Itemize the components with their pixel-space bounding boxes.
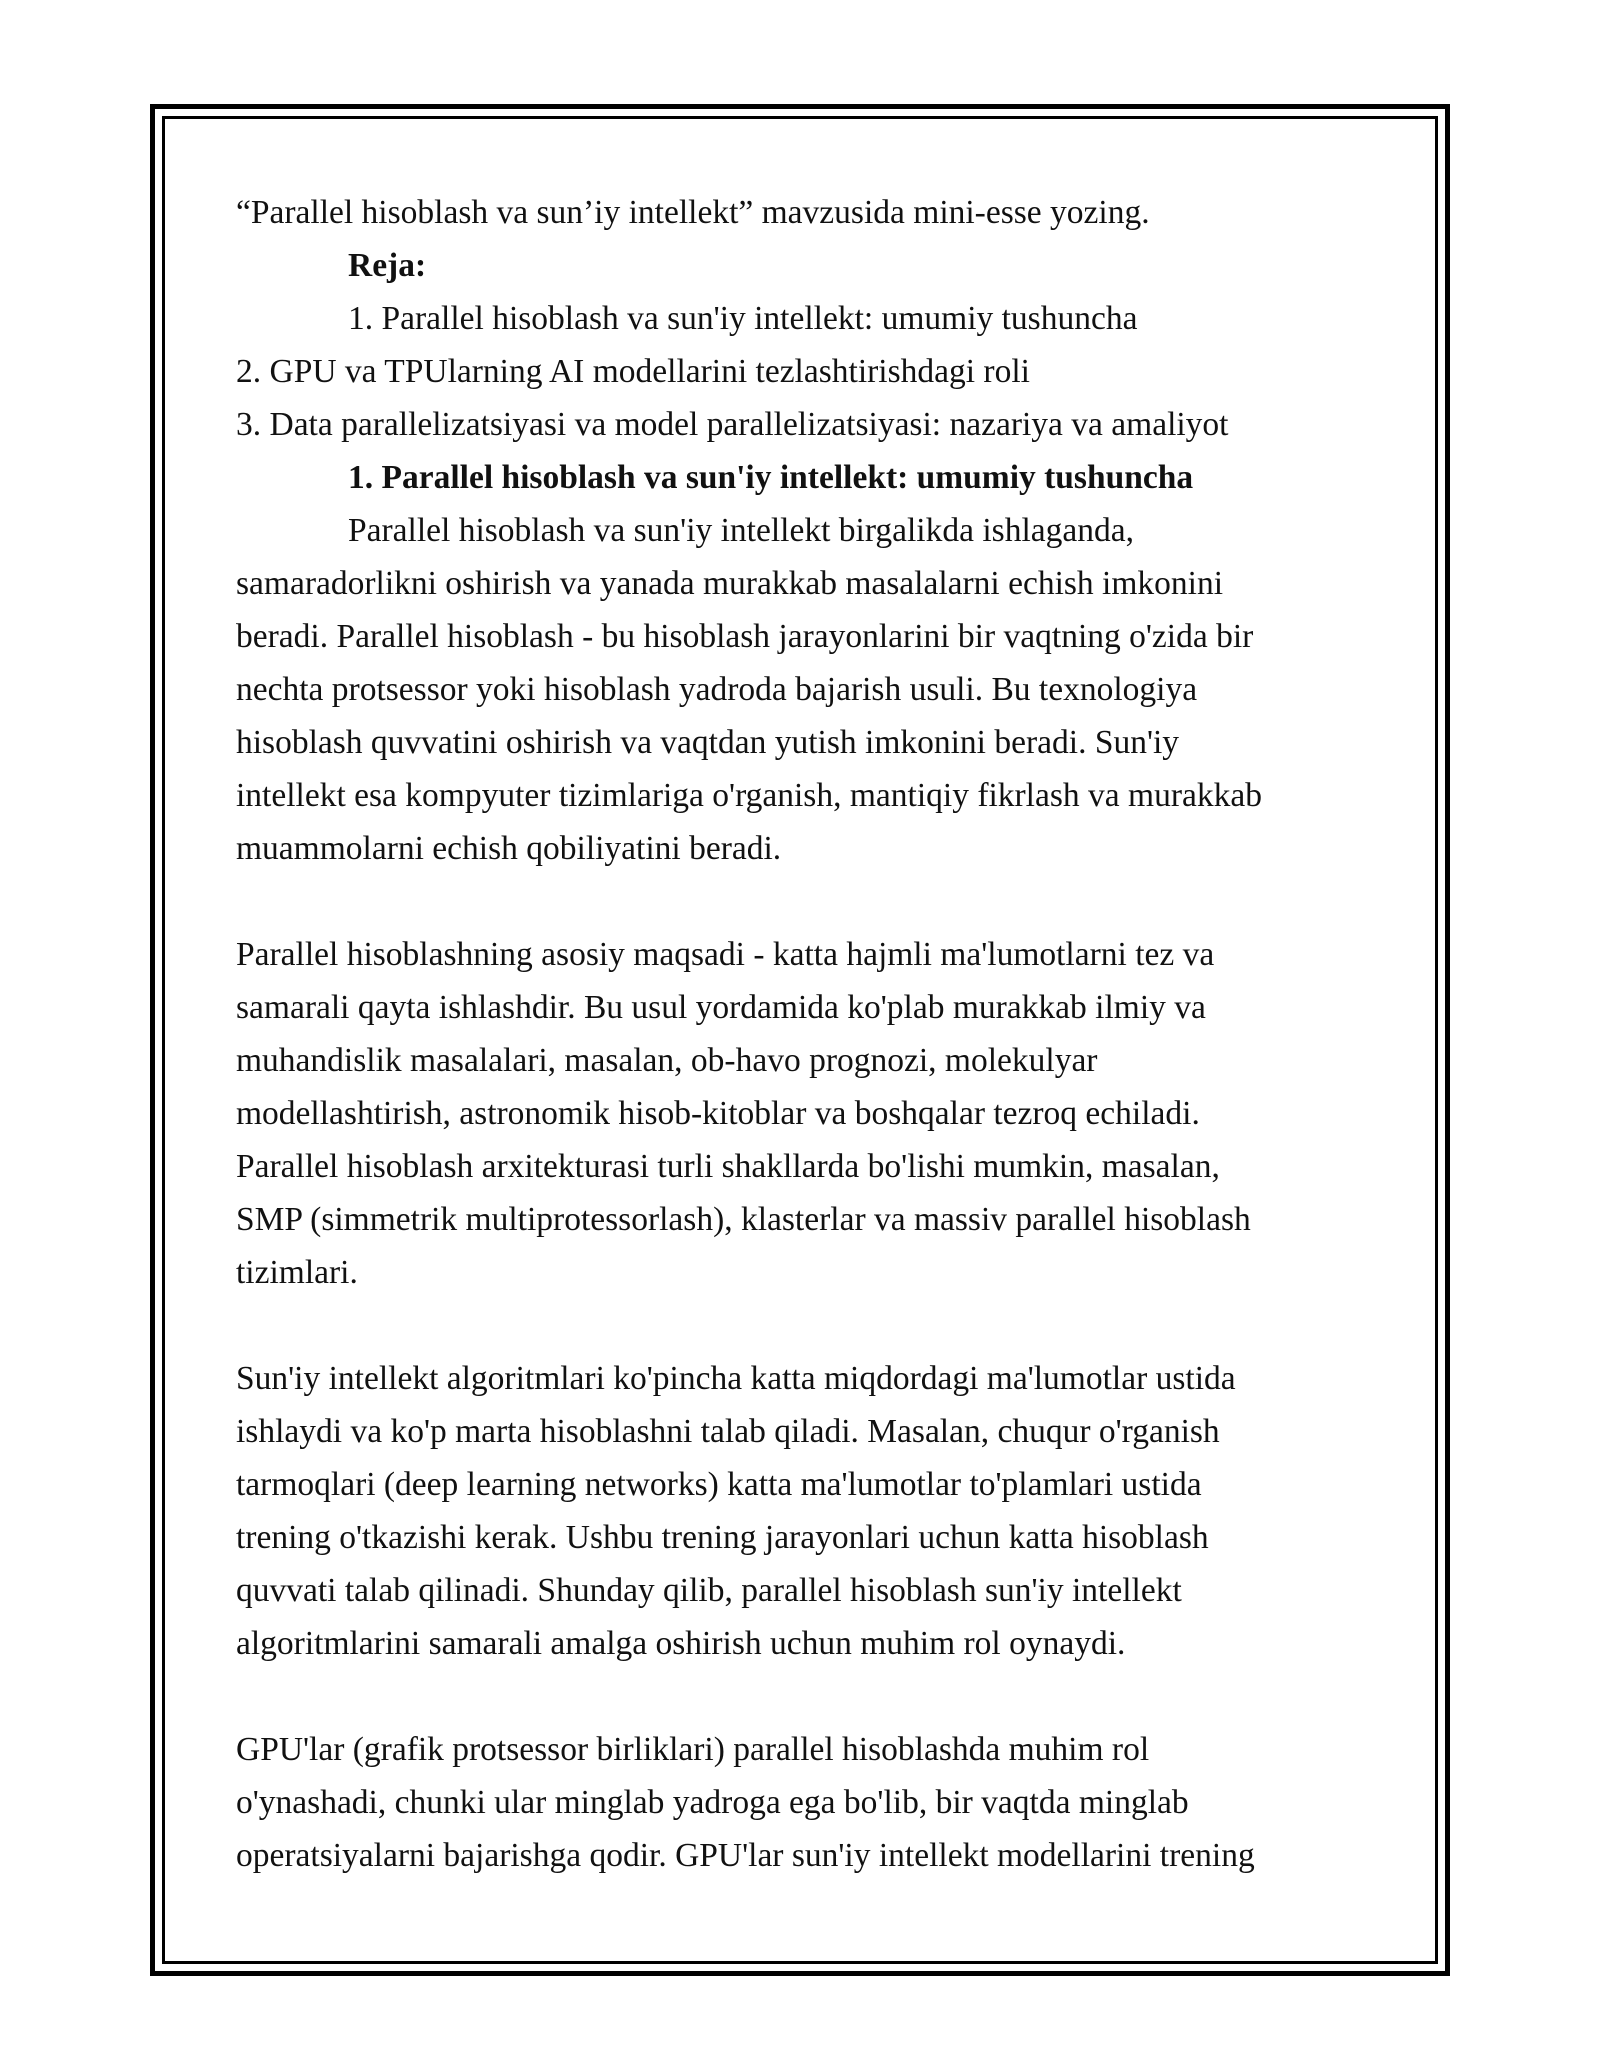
paragraph-1	[236, 504, 1396, 875]
paragraph-line: tarmoqlari (deep learning networks) katta ma'lumotlar to'plamlari ustida	[236, 1466, 1202, 1503]
paragraph-4	[236, 1723, 1396, 1882]
paragraph-spacer	[236, 1670, 1396, 1723]
paragraph-line: nechta protsessor yoki hisoblash yadroda bajarish usuli. Bu texnologiya	[236, 671, 1198, 708]
paragraph-line: SMP (simmetrik multiprotessorlash), klasterlar va massiv parallel hisoblash	[236, 1201, 1251, 1238]
paragraph-line: quvvati talab qilinadi. Shunday qilib, parallel hisoblash sun'iy intellekt	[236, 1572, 1182, 1609]
plan-item-2: 2. GPU va TPUlarning AI modellarini tezlashtirishdagi roli	[236, 353, 1030, 390]
task-line: “Parallel hisoblash va sun’iy intellekt” mavzusida mini-esse yozing.	[236, 194, 1150, 231]
paragraph-line: ishlaydi va ko'p marta hisoblashni talab qiladi. Masalan, chuqur o'rganish	[236, 1413, 1220, 1450]
paragraph-line: intellekt esa kompyuter tizimlariga o'rganish, mantiqiy fikrlash va murakkab	[236, 777, 1262, 814]
paragraph-line: o'ynashadi, chunki ular minglab yadroga ega bo'lib, bir vaqtda minglab	[236, 1784, 1189, 1821]
paragraph-line: hisoblash quvvatini oshirish va vaqtdan yutish imkonini beradi. Sun'iy	[236, 724, 1180, 761]
section-heading: 1. Parallel hisoblash va sun'iy intellekt: umumiy tushuncha	[348, 459, 1194, 496]
paragraph-line: GPU'lar (grafik protsessor birliklari) parallel hisoblashda muhim rol	[236, 1731, 1150, 1768]
plan-item-1: 1. Parallel hisoblash va sun'iy intellekt: umumiy tushuncha	[348, 300, 1138, 337]
paragraph-line: muammolarni echish qobiliyatini beradi.	[236, 830, 782, 867]
paragraph-2	[236, 928, 1396, 1299]
paragraph-line: samaradorlikni oshirish va yanada murakkab masalalarni echish imkonini	[236, 565, 1224, 602]
document-body	[236, 186, 1396, 1882]
paragraph-3	[236, 1352, 1396, 1670]
paragraph-line: algoritmlarini samarali amalga oshirish uchun muhim rol oynaydi.	[236, 1625, 1126, 1662]
paragraph-line: Parallel hisoblash arxitekturasi turli shakllarda bo'lishi mumkin, masalan,	[236, 1148, 1220, 1185]
paragraph-line: operatsiyalarni bajarishga qodir. GPU'lar sun'iy intellekt modellarini trening	[236, 1837, 1255, 1874]
paragraph-line: Sun'iy intellekt algoritmlari ko'pincha katta miqdordagi ma'lumotlar ustida	[236, 1360, 1236, 1397]
plan-heading: Reja:	[348, 247, 427, 284]
paragraph-line: samarali qayta ishlashdir. Bu usul yordamida ko'plab murakkab ilmiy va	[236, 989, 1206, 1026]
paragraph-line: modellashtirish, astronomik hisob-kitoblar va boshqalar tezroq echiladi.	[236, 1095, 1200, 1132]
plan-item-3: 3. Data parallelizatsiyasi va model parallelizatsiyasi: nazariya va amaliyot	[236, 406, 1229, 443]
paragraph-line: muhandislik masalalari, masalan, ob-havo prognozi, molekulyar	[236, 1042, 1098, 1079]
paragraph-spacer	[236, 1299, 1396, 1352]
paragraph-spacer	[236, 875, 1396, 928]
paragraph-line: trening o'tkazishi kerak. Ushbu trening jarayonlari uchun katta hisoblash	[236, 1519, 1209, 1556]
paragraph-line: Parallel hisoblashning asosiy maqsadi - katta hajmli ma'lumotlarni tez va	[236, 936, 1215, 973]
paragraph-line: beradi. Parallel hisoblash - bu hisoblash jarayonlarini bir vaqtning o'zida bir	[236, 618, 1254, 655]
paragraph-line: tizimlari.	[236, 1254, 358, 1291]
paragraph-line: Parallel hisoblash va sun'iy intellekt birgalikda ishlaganda,	[348, 512, 1134, 549]
